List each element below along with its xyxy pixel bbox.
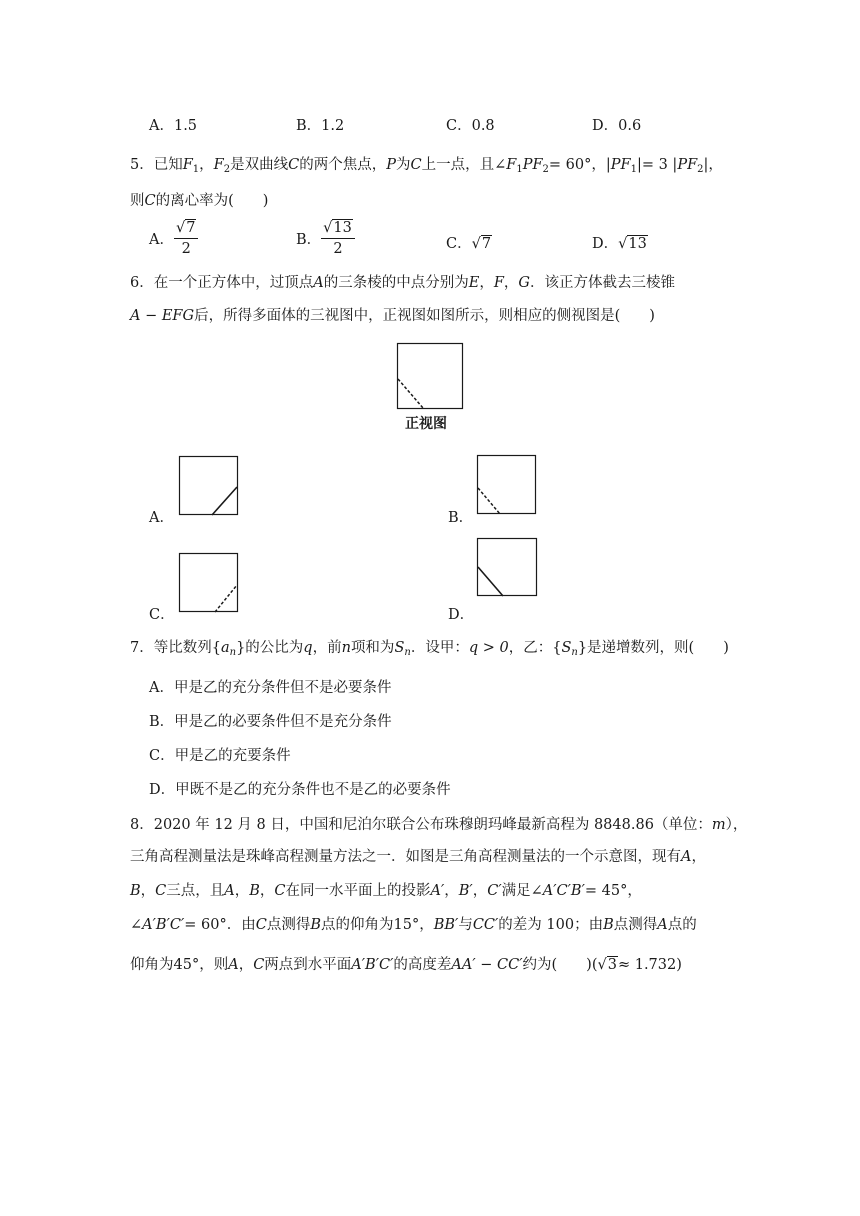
- q6-option-b-figure: [477, 455, 539, 517]
- q6-stem-line2: A − EFG后，所得多面体的三视图中，正视图如图所示，则相应的侧视图是( ): [130, 308, 655, 324]
- q8-stem-line1: 8．2020 年 12 月 8 日，中国和尼泊尔联合公布珠穆朗玛峰最新高程为 8848.86（单位：m），: [130, 817, 748, 833]
- front-view-figure: [397, 343, 465, 411]
- q5-option-b: B． $\frac{√13}{2}$: [296, 221, 355, 256]
- q8-stem-line5: 仰角为45°，则A，C两点到水平面A′B′C′的高度差AA′ − CC′约为( )(√3≈ 1.732): [130, 957, 682, 973]
- q7-option-d: D．甲既不是乙的充分条件也不是乙的必要条件: [149, 782, 451, 798]
- q6-option-d-figure: [477, 538, 539, 600]
- q5-stem-line1: 5．已知$F_1$，$F_2$是双曲线C的两个焦点，P为C上一点，且$\angle F_1PF_2= 60^\circ$，$|PF_1|= 3$ $|PF_2|$，: [130, 157, 723, 175]
- q4-option-b: B．1.2: [296, 118, 345, 134]
- q8-stem-line3: B，C三点，且A，B，C在同一水平面上的投影A′，B′，C′满足∠A′C′B′= 45°，: [130, 883, 642, 899]
- q5-stem-line2: 则C的离心率为( ): [130, 193, 269, 209]
- q5-option-a: A． $\frac{√7}{2}$: [149, 221, 198, 256]
- q8-stem-line4: ∠A′B′C′= 60°．由C点测得B点的仰角为15°，BB′与CC′的差为 100；由B点测得A点的: [130, 917, 697, 933]
- front-view-title: 正视图: [405, 416, 447, 432]
- q6-option-d-label: D．: [448, 607, 475, 623]
- q7-stem: 7．等比数列$\{a_n\}$的公比为q，前n项和为$S_n$．设甲：q > 0，乙：$\{S_n\}$是递增数列，则( ): [130, 640, 729, 658]
- q7-option-c: C．甲是乙的充要条件: [149, 748, 291, 764]
- q4-option-c: C．0.8: [446, 118, 495, 134]
- q6-option-a-label: A．: [149, 510, 174, 526]
- q5-option-c: C．√7: [446, 236, 492, 252]
- q6-option-a-figure: [179, 456, 241, 518]
- q4-option-a: A．1.5: [149, 118, 198, 134]
- q7-option-b: B．甲是乙的必要条件但不是充分条件: [149, 714, 392, 730]
- q6-option-c-figure: [179, 553, 241, 615]
- q6-option-c-label: C．: [149, 607, 175, 623]
- q6-option-b-label: B．: [448, 510, 474, 526]
- q6-stem-line1: 6．在一个正方体中，过顶点A的三条棱的中点分别为E，F，G．该正方体截去三棱锥: [130, 275, 675, 291]
- q5-option-d: D．√13: [592, 236, 647, 252]
- q4-option-d: D．0.6: [592, 118, 642, 134]
- q7-option-a: A．甲是乙的充分条件但不是必要条件: [149, 680, 392, 696]
- q8-stem-line2: 三角高程测量法是珠峰高程测量方法之一．如图是三角高程测量法的一个示意图，现有A，: [130, 849, 706, 865]
